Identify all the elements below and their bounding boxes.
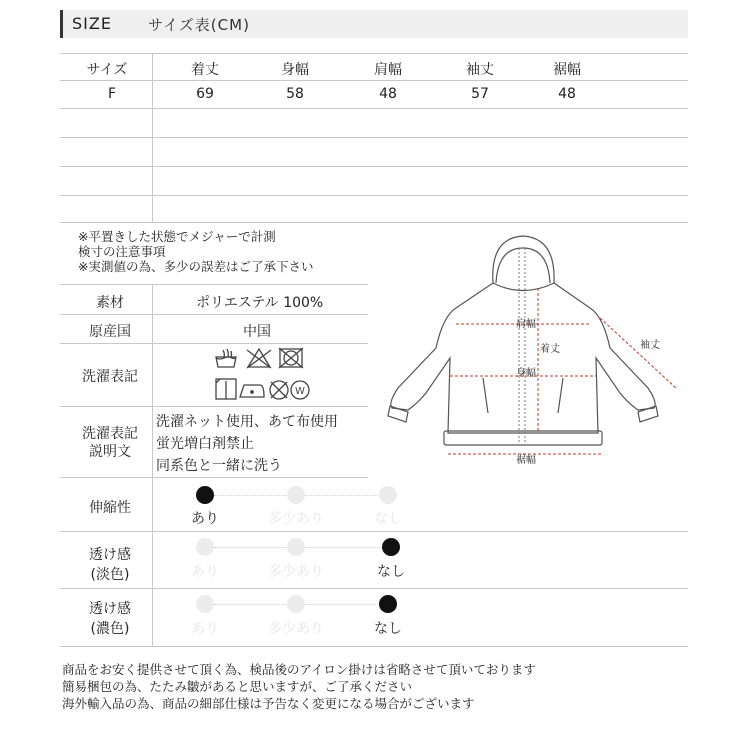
- stretch-opt-1: 多少あり: [268, 511, 324, 527]
- diagram-length: 着丈: [540, 344, 560, 355]
- wash-symbols: [214, 347, 310, 403]
- sheer-light-opt-2: なし: [377, 564, 405, 580]
- diagram-sleeve: 袖丈: [640, 340, 660, 351]
- material-value: ポリエステル 100%: [196, 295, 324, 311]
- row-hem: 48: [558, 86, 576, 102]
- footer-line-3: 海外輸入品の為、商品の細部仕様は予告なく変更になる場合がございます: [62, 696, 475, 711]
- wash-desc-line-1: 洗濯ネット使用、あて布使用: [156, 414, 338, 430]
- header-accent-bar: [60, 10, 63, 38]
- sheer-light-opt-1: 多少あり: [268, 564, 324, 580]
- stretch-dot-0: [196, 486, 214, 504]
- note-line-1: ※平置きした状態でメジャーで計測: [78, 229, 276, 244]
- note-line-3: ※実測値の為、多少の誤差はご了承下さい: [78, 259, 314, 274]
- wash-desc-label-2: 説明文: [89, 444, 131, 460]
- col-header-sleeve: 袖丈: [466, 62, 494, 78]
- header-subtitle: サイズ表(CM): [148, 16, 250, 34]
- no-dry-clean-icon: [270, 381, 288, 399]
- sheer-light-dot-2: [382, 538, 400, 556]
- no-tumble-dry-icon: [279, 348, 303, 368]
- footer-line-2: 簡易梱包の為、たたみ皺があると思いますが、ご了承ください: [62, 679, 413, 694]
- material-label: 素材: [96, 295, 124, 311]
- origin-label: 原産国: [89, 324, 131, 340]
- wash-desc-label-1: 洗濯表記: [82, 426, 138, 442]
- sheer-dark-opt-2: なし: [374, 621, 402, 637]
- diagram-hem: 裾幅: [516, 455, 536, 466]
- sheer-dark-dot-0: [196, 595, 214, 613]
- wash-desc-line-3: 同系色と一緒に洗う: [156, 458, 282, 474]
- row-shoulder: 48: [379, 86, 397, 102]
- sheer-dark-opt-0: あり: [191, 621, 219, 637]
- origin-value: 中国: [243, 324, 271, 340]
- jacket-outline-icon: [388, 236, 658, 445]
- diagram-body: 身幅: [516, 368, 536, 379]
- note-line-2: 検寸の注意事項: [78, 244, 166, 259]
- sheer-light-dot-0: [196, 538, 214, 556]
- sheer-light-label-2: (淡色): [90, 567, 130, 583]
- sheer-dark-dot-1: [287, 595, 305, 613]
- col-header-size: サイズ: [86, 62, 128, 78]
- sheer-dark-label-2: (濃色): [90, 621, 130, 637]
- stretch-dot-2: [379, 486, 397, 504]
- wet-clean-icon: [291, 381, 309, 399]
- sheer-light-opt-0: あり: [191, 564, 219, 580]
- col-header-body-width: 身幅: [281, 62, 309, 78]
- footer-line-1: 商品をお安く提供させて頂く為、検品後のアイロン掛けは省略させて頂いております: [62, 662, 536, 677]
- iron-low-icon: [240, 385, 264, 397]
- header-title: SIZE: [72, 14, 112, 33]
- col-header-length: 着丈: [191, 62, 219, 78]
- stretch-opt-0: あり: [191, 511, 219, 527]
- stretch-opt-2: なし: [374, 511, 402, 527]
- col-header-shoulder: 肩幅: [374, 62, 402, 78]
- row-body-width: 58: [286, 86, 304, 102]
- wash-desc-line-2: 蛍光増白剤禁止: [156, 436, 254, 452]
- stretch-label: 伸縮性: [89, 500, 131, 516]
- sheer-dark-dot-2: [379, 595, 397, 613]
- no-bleach-icon: [247, 349, 271, 368]
- svg-text:W: W: [295, 386, 305, 397]
- col-header-hem: 裾幅: [553, 62, 581, 78]
- row-sleeve: 57: [471, 86, 489, 102]
- stretch-dot-1: [287, 486, 305, 504]
- jacket-diagram: [378, 228, 678, 470]
- wash-label: 洗濯表記: [82, 369, 138, 385]
- sheer-light-label-1: 透け感: [89, 547, 131, 563]
- sheer-dark-label-1: 透け感: [89, 601, 131, 617]
- row-length: 69: [196, 86, 214, 102]
- sheer-light-dot-1: [287, 538, 305, 556]
- line-dry-shade-icon: [216, 379, 236, 399]
- diagram-shoulder: 肩幅: [516, 319, 536, 330]
- row-size-f: F: [107, 86, 117, 102]
- hand-wash-icon: [216, 349, 236, 367]
- sheer-dark-opt-1: 多少あり: [268, 621, 324, 637]
